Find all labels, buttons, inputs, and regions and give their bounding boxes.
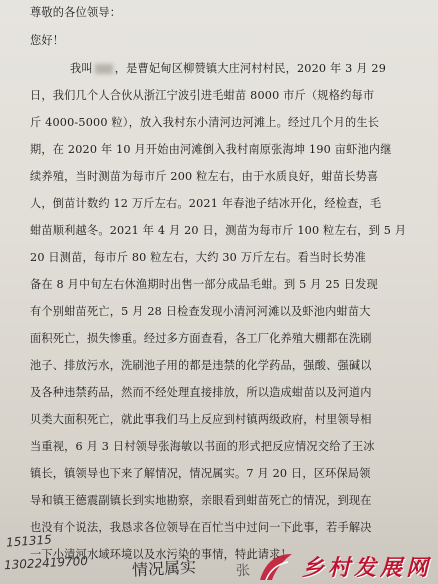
redacted-name [95,64,113,74]
paragraph-line-17: 导和镇王德震副镇长到实地勘察，亲眼看到蚶苗死亡的情况，到现在 [30,494,372,507]
letter-body [2,0,436,584]
paragraph-line-14: 贝类大面积死亡，就此事我们马上反应到村镇两级政府，村里领导相 [30,413,372,426]
paragraph-line-3: 斤 4000-5000 粒），放入我村东小清河边河滩上。经过几个月的生长 [30,116,380,129]
paragraph-line-4: 期，在 2020 年 10 月开始由河滩倒入我村南原张海坤 190 亩虾池内继 [30,143,392,156]
salutation: 尊敬的各位领导： [30,6,122,19]
intro-prefix: 我叫 [70,62,93,75]
handwritten-phone-1: 151315 [5,532,53,550]
paragraph-line-19: 一下小清河水域环境以及水污染的事情，特此请求！ [30,548,292,561]
paragraph-line-13: 及各种违禁药品，然而不经处理直接排放，所以造成蚶苗以及河道内 [30,386,372,399]
paragraph-line-16: 镇长，镇领导也下来了解情况，情况属实。7 月 20 日，区环保局领 [30,467,371,480]
paragraph-line-15: 当重视，6 月 3 日村领导张海敏以书面的形式把反应情况交给了王冰 [30,440,375,453]
paragraph-line-11: 面积死亡，损失惨重。经过多方面查看，各工厂化养殖大棚都在洗刷 [30,332,372,345]
paragraph-line-7: 蚶苗顺利越冬。2021 年 4 月 20 日，测苗为每市斤 100 粒左右，到 5 月 [30,224,407,237]
intro-suffix: ，是曹妃甸区柳赞镇大庄河村村民，2020 年 3 月 29 [114,62,387,75]
paragraph-line-2: 日，我们几个人合伙从浙江宁波引进毛蚶苗 8000 市斤（规格约每市 [30,89,375,102]
paragraph-line-9: 备在 8 月中旬左右休渔期时出售一部分成品毛蚶。到 5 月 25 日发现 [30,278,378,291]
handwritten-initial: 张 [235,562,251,580]
paragraph-line-18: 也没有个说法，我恳求各位领导在百忙当中过问一下此事，若手解决 [30,521,372,534]
paragraph-line-10: 有个别蚶苗死亡，5 月 28 日检查发现小清河河滩以及虾池内蚶苗大 [30,305,371,318]
handwritten-endorsement: 情况属实 [131,557,197,580]
paragraph-line-8: 20 日测苗，每市斤 80 粒左右，大约 30 万斤左右。看当时长势准 [30,251,366,264]
paragraph-line-12: 池子、排放污水，洗刷池子用的都是违禁的化学药品，强酸、强碱以 [30,359,372,372]
handwritten-phone-2: 13022419700 [3,553,89,573]
watermark-text: 乡村发展网 [301,556,432,581]
paragraph-line-5: 续养殖，当时测苗为每市斤 200 粒左右，由于水质良好，蚶苗长势喜 [30,170,379,183]
watermark-logo-icon [256,550,296,584]
site-watermark [256,548,438,584]
paragraph-line-6: 人，倒苗计数约 12 万斤左右。2021 年春池子结冰开化，经检查，毛 [30,197,382,210]
paragraph-line-1 [70,56,434,82]
greeting: 您好！ [30,34,65,47]
